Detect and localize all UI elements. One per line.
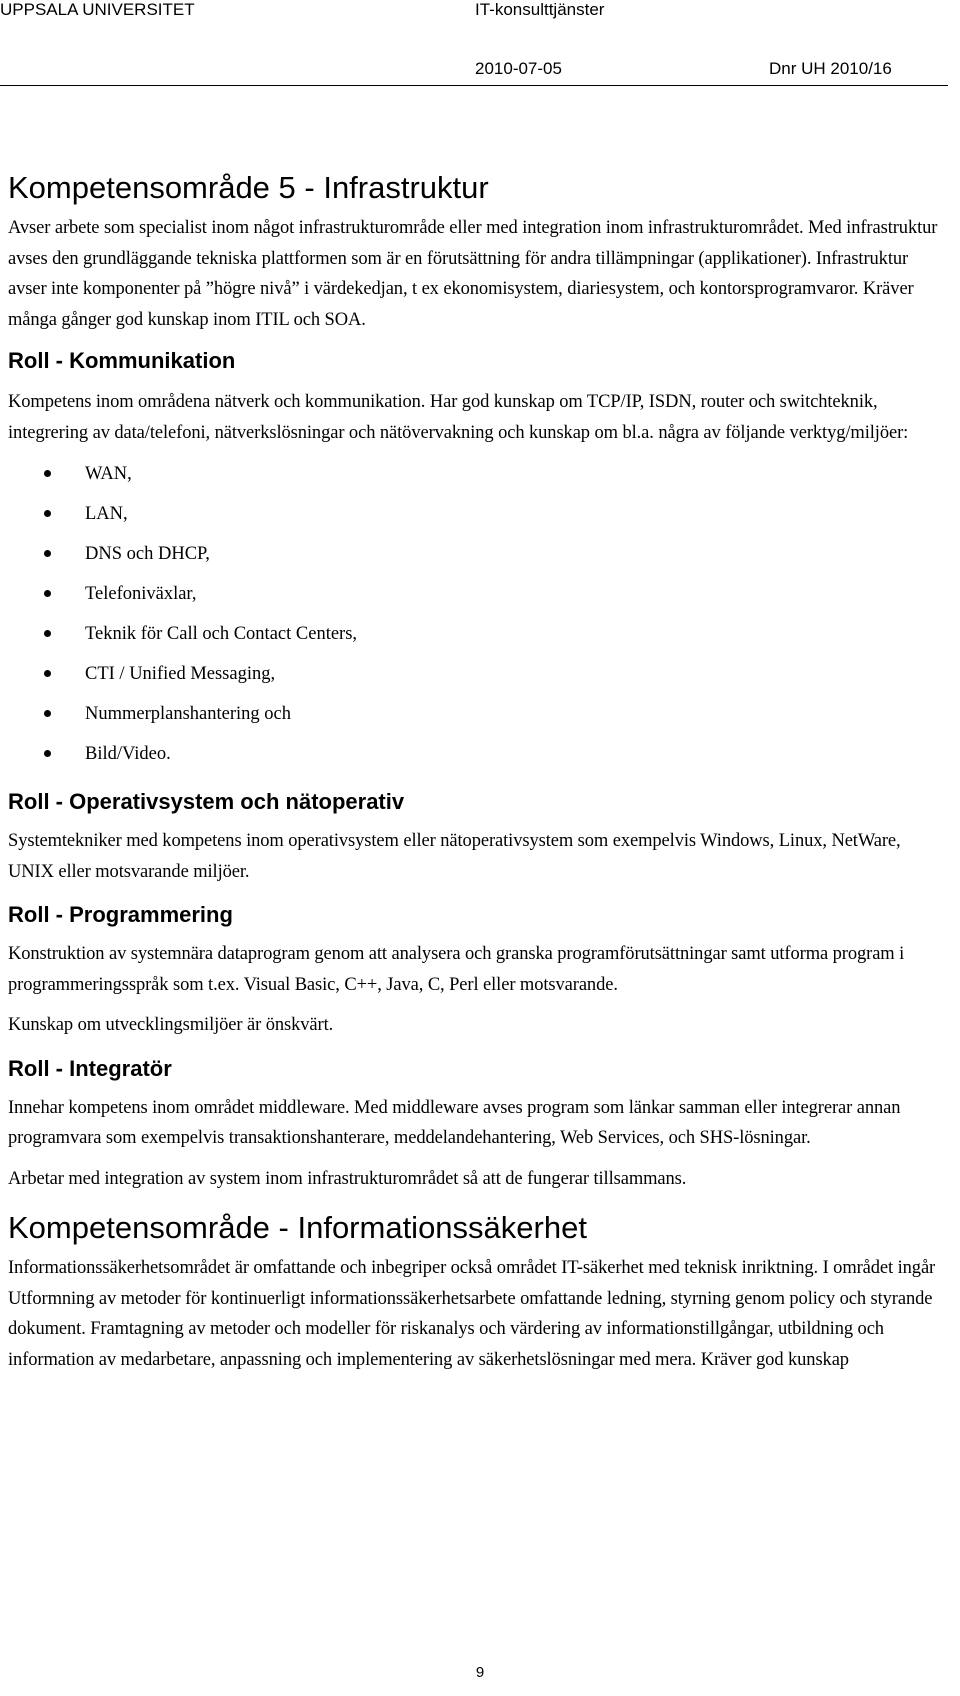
list-item: Bild/Video. bbox=[8, 734, 948, 774]
role-heading: Roll - Operativsystem och nätoperativ bbox=[8, 789, 405, 814]
section-paragraph: Kunskap om utvecklingsmiljöer är önskvärt. bbox=[8, 1015, 334, 1035]
section-heading: Kompetensområde - Informationssäkerhet bbox=[8, 1210, 587, 1245]
section-paragraph: Kompetens inom områdena nätverk och kommunikation. Har god kunskap om TCP/IP, ISDN, router och switchteknik, integrering av data/telefoni, nätverkslösningar och nätövervakning och kunskap om bl.a. några av följande verktyg/miljöer: bbox=[8, 392, 909, 443]
section-paragraph: Systemtekniker med kompetens inom operativsystem eller nätoperativsystem som exempelvis Windows, Linux, NetWare, UNIX eller motsvarande miljöer. bbox=[8, 831, 901, 882]
list-item: Teknik för Call och Contact Centers, bbox=[8, 614, 948, 654]
list-item: Nummerplanshantering och bbox=[8, 694, 948, 734]
bullet-icon bbox=[44, 710, 51, 717]
department-name: IT-konsulttjänster bbox=[475, 0, 605, 19]
document-date: 2010-07-05 bbox=[475, 59, 562, 78]
list-item: LAN, bbox=[8, 494, 948, 534]
document-number: Dnr UH 2010/16 bbox=[769, 59, 892, 78]
list-item: DNS och DHCP, bbox=[8, 534, 948, 574]
section-informationssakerhet bbox=[8, 1210, 948, 1375]
section-paragraph: Informationssäkerhetsområdet är omfattande och inbegriper också området IT-säkerhet med teknisk inriktning. I området ingår Utformning av metoder för kontinuerligt informationssäkerhetsarbete omfattande ledning, styrning genom policy och styrande dokument. Framtagning av metoder och modeller för riskanalys och värdering av informationstillgångar, utbildning och information av medarbetare, anpassning och implementering av säkerhetslösningar med mera. Kräver god kunskap bbox=[8, 1258, 936, 1370]
bullet-icon bbox=[44, 630, 51, 637]
section-paragraph: Arbetar med integration av system inom infrastrukturområdet så att de fungerar tillsammans. bbox=[8, 1168, 687, 1189]
bullet-icon bbox=[44, 470, 51, 477]
section-heading: Kompetensområde 5 - Infrastruktur bbox=[8, 170, 489, 205]
university-name: UPPSALA UNIVERSITET bbox=[0, 0, 195, 19]
role-heading: Roll - Programmering bbox=[8, 902, 233, 927]
document-body bbox=[8, 170, 948, 1385]
list-item: CTI / Unified Messaging, bbox=[8, 654, 948, 694]
bullet-icon bbox=[44, 670, 51, 677]
role-heading: Roll - Kommunikation bbox=[8, 348, 236, 373]
tools-list bbox=[8, 454, 948, 774]
bullet-icon bbox=[44, 590, 51, 597]
list-item: WAN, bbox=[8, 454, 948, 494]
section-infrastruktur bbox=[8, 170, 948, 335]
page-number: 9 bbox=[475, 1664, 485, 1681]
page-header bbox=[0, 0, 948, 30]
role-heading: Roll - Integratör bbox=[8, 1055, 172, 1081]
section-programmering bbox=[8, 901, 948, 1041]
bullet-icon bbox=[44, 750, 51, 757]
section-integrator bbox=[8, 1055, 948, 1195]
bullet-icon bbox=[44, 550, 51, 557]
section-paragraph: Avser arbete som specialist inom något infrastrukturområde eller med integration inom infrastrukturområdet. Med infrastruktur avses den grundläggande tekniska plattformen som är en förutsättning för andra tillämpningar (applikationer). Infrastruktur avser inte komponenter på ”högre nivå” i värdekedjan, t ex ekonomisystem, diariesystem, och kontorsprogramvaror. Kräver många gånger god kunskap inom ITIL och SOA. bbox=[8, 218, 938, 330]
section-operativsystem bbox=[8, 788, 948, 887]
list-item: Telefoniväxlar, bbox=[8, 574, 948, 614]
section-paragraph: Innehar kompetens inom området middleware. Med middleware avses program som länkar samman eller integrerar annan programvara som exempelvis transaktionshanterare, meddelandehantering, Web Services, och SHS-lösningar. bbox=[8, 1097, 901, 1148]
section-paragraph: Konstruktion av systemnära dataprogram genom att analysera och granska programförutsättningar samt utforma program i programmeringsspråk som t.ex. Visual Basic, C++, Java, C, Perl eller motsvarande. bbox=[8, 944, 905, 995]
section-kommunikation bbox=[8, 347, 948, 774]
header-meta bbox=[0, 59, 948, 85]
header-divider bbox=[0, 85, 948, 86]
bullet-icon bbox=[44, 510, 51, 517]
